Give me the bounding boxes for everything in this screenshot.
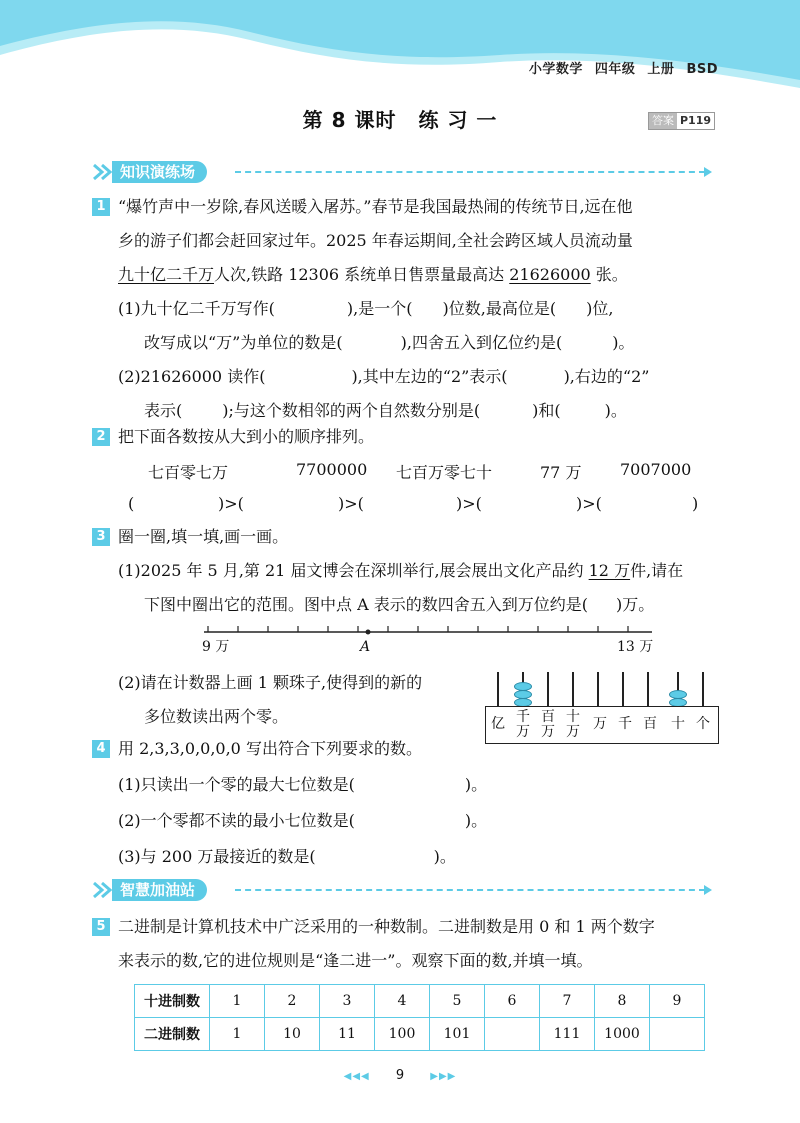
number-line[interactable]	[200, 622, 660, 662]
q2-item: 七百零七万	[148, 463, 229, 482]
table-cell: 9	[650, 985, 705, 1018]
abacus-label: 千万	[516, 709, 530, 740]
number-line-point-label: A	[360, 639, 371, 655]
q4-text: 用 2,3,3,0,0,0,0 写出符合下列要求的数。	[118, 739, 422, 758]
row-header: 十进制数	[135, 985, 210, 1018]
question-number: 5	[92, 918, 110, 936]
q3-part-1-cont: 下图中圈出它的范围。图中点 A 表示的数四舍五入到万位约是( )万。	[144, 595, 655, 614]
order-blank[interactable]: (	[128, 494, 135, 513]
q1-number-2: 21626000	[509, 265, 591, 284]
table-row	[135, 985, 705, 1018]
table-cell: 1000	[595, 1018, 650, 1051]
section-end-arrow-icon	[704, 167, 712, 177]
header-info	[517, 58, 718, 77]
table-cell: 101	[430, 1018, 485, 1051]
table-cell: 5	[430, 985, 485, 1018]
section-divider	[235, 171, 705, 173]
q3-part-1: (1)2025 年 5 月,第 21 届文博会在深圳举行,展会展出文化产品约 12 万件,请在	[118, 561, 684, 580]
answer-label: 答案	[649, 113, 677, 129]
section-title-practice: 知识演练场	[112, 161, 207, 183]
q2-item: 七百万零七十	[396, 463, 493, 482]
abacus-label: 亿	[491, 716, 505, 732]
section-title-challenge: 智慧加油站	[112, 879, 207, 901]
table-row	[135, 1018, 705, 1051]
q3-text: 圈一圈,填一填,画一画。	[118, 527, 289, 546]
q1-part-1: (1)九十亿二千万写作( ),是一个( )位数,最高位是( )位,	[118, 299, 614, 318]
row-header: 二进制数	[135, 1018, 210, 1051]
section-divider	[235, 889, 705, 891]
q4-part-2: (2)一个零都不读的最小七位数是( )。	[118, 811, 488, 830]
q2-item: 7007000	[620, 460, 692, 479]
q4-part-1: (1)只读出一个零的最大七位数是( )。	[118, 775, 488, 794]
table-cell: 1	[210, 1018, 265, 1051]
prev-arrows-icon: ◀◀◀	[343, 1071, 370, 1082]
q3-highlight: 12 万	[588, 561, 631, 580]
abacus-label: 百万	[541, 709, 555, 740]
table-cell: 100	[375, 1018, 430, 1051]
q5-line-2: 来表示的数,它的进位规则是“逢二进一”。观察下面的数,并填一填。	[118, 951, 593, 970]
table-cell: 7	[540, 985, 595, 1018]
abacus-label: 十	[671, 716, 685, 732]
lesson-name: 练 习 一	[418, 108, 498, 132]
table-cell: 2	[265, 985, 320, 1018]
header-subject: 小学数学	[528, 62, 583, 77]
abacus-label: 百	[643, 716, 657, 732]
q3-part-2: (2)请在计数器上画 1 颗珠子,使得到的新的	[118, 673, 423, 692]
table-cell: 8	[595, 985, 650, 1018]
q2-item: 77 万	[540, 463, 582, 482]
question-number: 3	[92, 528, 110, 546]
abacus-label: 万	[593, 716, 607, 732]
table-cell: 3	[320, 985, 375, 1018]
q2-item: 7700000	[296, 460, 368, 479]
header-edition: BSD	[686, 62, 718, 77]
q4-part-3: (3)与 200 万最接近的数是( )。	[118, 847, 456, 866]
lesson-number: 第 8 课时	[302, 108, 397, 132]
table-cell: 6	[485, 985, 540, 1018]
answer-tag	[648, 112, 715, 130]
answer-cell[interactable]	[650, 1018, 705, 1051]
number-line-start: 9 万	[202, 639, 230, 655]
order-blank[interactable]: )	[692, 494, 699, 513]
q1-part-2: (2)21626000 读作( ),其中左边的“2”表示( ),右边的“2”	[118, 367, 650, 386]
abacus-label: 十万	[566, 709, 580, 740]
abacus-label: 个	[696, 716, 710, 732]
q3-part-2-cont: 多位数读出两个零。	[144, 707, 289, 726]
answer-page: P119	[680, 114, 712, 127]
page-number: 9	[395, 1068, 405, 1083]
q2-text: 把下面各数按从大到小的顺序排列。	[118, 427, 375, 446]
order-blank[interactable]: )>(	[218, 494, 244, 513]
point-a-marker	[366, 630, 371, 635]
binary-table	[134, 984, 705, 1051]
page-footer	[0, 1068, 800, 1083]
number-line-end: 13 万	[617, 639, 654, 655]
table-cell: 10	[265, 1018, 320, 1051]
table-cell: 1	[210, 985, 265, 1018]
question-number: 2	[92, 428, 110, 446]
order-blank[interactable]: )>(	[338, 494, 364, 513]
next-arrows-icon: ▶▶▶	[430, 1071, 457, 1082]
section-end-arrow-icon	[704, 885, 712, 895]
question-number: 4	[92, 740, 110, 758]
table-cell: 111	[540, 1018, 595, 1051]
table-cell: 11	[320, 1018, 375, 1051]
q1-number-1: 九十亿二千万	[118, 265, 215, 284]
question-number: 1	[92, 198, 110, 216]
abacus-label: 千	[618, 716, 632, 732]
header-volume: 上册	[647, 62, 675, 77]
order-blank[interactable]: )>(	[576, 494, 602, 513]
q1-line-1: “爆竹声中一岁除,春风送暖入屠苏。”春节是我国最热闹的传统节日,远在他	[118, 197, 633, 216]
q1-part-2-cont: 表示( );与这个数相邻的两个自然数分别是( )和( )。	[144, 401, 627, 420]
header-grade: 四年级	[594, 62, 636, 77]
table-cell: 4	[375, 985, 430, 1018]
q1-part-1-cont: 改写成以“万”为单位的数是( ),四舍五入到亿位约是( )。	[144, 333, 635, 352]
q5-line-1: 二进制是计算机技术中广泛采用的一种数制。二进制数是用 0 和 1 两个数字	[118, 917, 655, 936]
q1-line-3: 九十亿二千万人次,铁路 12306 系统单日售票量最高达 21626000 张。	[118, 265, 628, 284]
answer-cell[interactable]	[485, 1018, 540, 1051]
q1-line-2: 乡的游子们都会赶回家过年。2025 年春运期间,全社会跨区域人员流动量	[118, 231, 633, 250]
order-blank[interactable]: )>(	[456, 494, 482, 513]
